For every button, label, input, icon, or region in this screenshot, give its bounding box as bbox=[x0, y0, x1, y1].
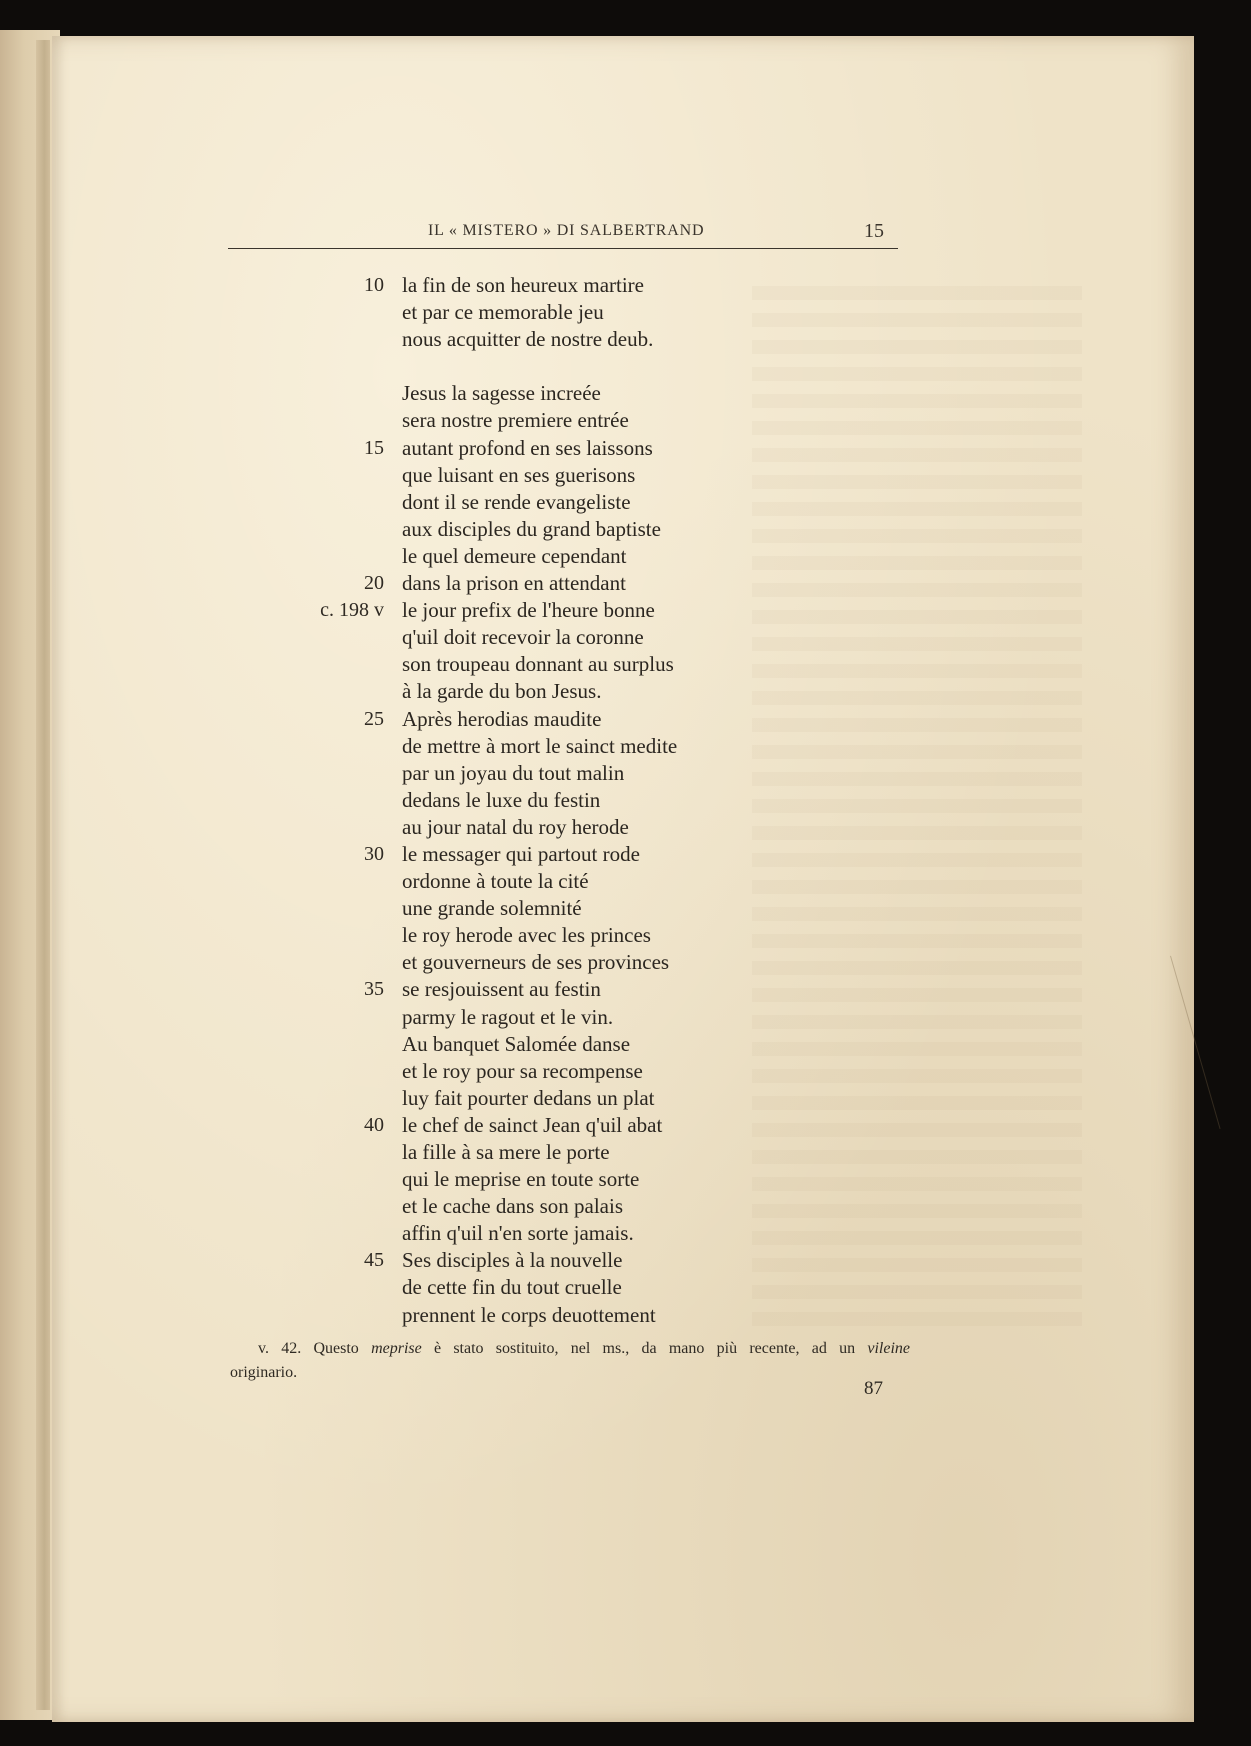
footnote-line-2: originario. bbox=[230, 1364, 298, 1381]
verse-line bbox=[300, 624, 780, 651]
line-number: 25 bbox=[364, 707, 384, 730]
verse-line bbox=[300, 678, 780, 705]
line-number: 15 bbox=[364, 436, 384, 459]
verse-text: aux disciples du grand baptiste bbox=[402, 516, 661, 541]
verse-line bbox=[300, 489, 780, 516]
verse-text: dont il se rende evangeliste bbox=[402, 489, 631, 514]
verse-line bbox=[300, 841, 780, 868]
verse-line bbox=[300, 1302, 780, 1329]
verse-text: et par ce memorable jeu bbox=[402, 300, 604, 325]
verse-text: la fille à sa mere le porte bbox=[402, 1140, 610, 1164]
verse-text: et gouverneurs de ses provinces bbox=[402, 950, 670, 975]
verse-text: Ses disciples à la nouvelle bbox=[402, 1248, 623, 1273]
verse-line bbox=[300, 1085, 780, 1112]
verse-line bbox=[300, 435, 780, 462]
verse-text: nous acquitter de nostre deub. bbox=[402, 327, 654, 352]
verse-line bbox=[300, 326, 780, 353]
verse-text: la fin de son heureux martire bbox=[402, 273, 644, 297]
verse-line bbox=[300, 516, 780, 543]
verse-text: luy fait pourter dedans un plat bbox=[402, 1085, 655, 1110]
verse-line bbox=[300, 922, 780, 949]
verse-line bbox=[300, 868, 780, 895]
stanza-gap bbox=[300, 353, 780, 380]
verse-line bbox=[300, 1139, 780, 1166]
verse-text: le jour prefix de l'heure bonne bbox=[402, 598, 655, 623]
footnote-italic-word: meprise bbox=[371, 1340, 422, 1357]
line-number: 30 bbox=[364, 842, 384, 865]
verse-line bbox=[300, 814, 780, 841]
footnote-italic-word-2: vileine bbox=[867, 1340, 911, 1357]
verse-block bbox=[300, 272, 780, 1329]
footnote-prefix: v. 42. Questo bbox=[258, 1340, 372, 1357]
verse-line bbox=[300, 1166, 780, 1193]
verse-text: une grande solemnité bbox=[402, 896, 582, 921]
verse-text: ordonne à toute la cité bbox=[402, 869, 589, 894]
line-number: 40 bbox=[364, 1113, 384, 1136]
line-number: 20 bbox=[364, 572, 384, 595]
verse-line bbox=[300, 976, 780, 1003]
verse-text: affin q'uil n'en sorte jamais. bbox=[402, 1221, 634, 1246]
show-through-texture bbox=[752, 286, 1082, 1336]
line-number: 10 bbox=[364, 274, 384, 296]
verse-text: et le cache dans son palais bbox=[402, 1194, 623, 1219]
verse-text: son troupeau donnant au surplus bbox=[402, 652, 674, 677]
verse-line bbox=[300, 706, 780, 733]
verse-line bbox=[300, 1247, 780, 1274]
verse-text: sera nostre premiere entrée bbox=[402, 408, 629, 433]
verse-line bbox=[300, 299, 780, 326]
verse-line bbox=[300, 597, 780, 624]
verse-line bbox=[300, 543, 780, 570]
verse-text: parmy le ragout et le vin. bbox=[402, 1004, 614, 1029]
verse-line bbox=[300, 1193, 780, 1220]
verse-text: se resjouissent au festin bbox=[402, 977, 601, 1002]
line-number: 35 bbox=[364, 978, 384, 1001]
signature-number: 87 bbox=[864, 1378, 883, 1399]
verse-text: Jesus la sagesse increée bbox=[402, 381, 601, 406]
verse-text: de cette fin du tout cruelle bbox=[402, 1275, 622, 1300]
verse-text: le messager qui partout rode bbox=[402, 841, 640, 866]
verse-line bbox=[300, 760, 780, 787]
verse-text: q'uil doit recevoir la coronne bbox=[402, 625, 644, 650]
verse-line bbox=[300, 407, 780, 434]
verse-line bbox=[300, 733, 780, 760]
verse-text: à la garde du bon Jesus. bbox=[402, 679, 602, 704]
verse-line bbox=[300, 570, 780, 597]
verse-text: Au banquet Salomée danse bbox=[402, 1031, 631, 1056]
line-number: 45 bbox=[364, 1249, 384, 1272]
running-head bbox=[228, 218, 898, 249]
verse-text: prennent le corps deuottement bbox=[402, 1302, 656, 1327]
verse-text: au jour natal du roy herode bbox=[402, 814, 629, 839]
verse-line bbox=[300, 1004, 780, 1031]
verse-text: le roy herode avec les princes bbox=[402, 923, 651, 948]
verse-text: par un joyau du tout malin bbox=[402, 760, 625, 785]
verse-line bbox=[300, 1112, 780, 1139]
verse-text: Après herodias maudite bbox=[402, 706, 602, 731]
verse-text: le quel demeure cependant bbox=[402, 543, 627, 568]
verse-line bbox=[300, 1220, 780, 1247]
footnote-line-1 bbox=[230, 1337, 910, 1361]
running-title: IL « MISTERO » DI SALBERTRAND bbox=[428, 222, 705, 239]
left-page-edge bbox=[0, 30, 60, 1720]
page-number: 15 bbox=[864, 220, 884, 242]
verse-line bbox=[300, 462, 780, 489]
verse-line bbox=[300, 895, 780, 922]
verse-text: autant profond en ses laissons bbox=[402, 435, 653, 460]
verse-text: que luisant en ses guerisons bbox=[402, 462, 636, 487]
footnote bbox=[230, 1337, 910, 1385]
footnote-middle: è stato sostituito, nel ms., da mano più recente, ad un bbox=[421, 1340, 868, 1357]
verse-text: qui le meprise en toute sorte bbox=[402, 1167, 640, 1192]
verse-text: le chef de sainct Jean q'uil abat bbox=[402, 1112, 663, 1137]
verse-line bbox=[300, 1274, 780, 1301]
verse-line bbox=[300, 1031, 780, 1058]
binding-shadow bbox=[36, 40, 50, 1710]
verse-text: de mettre à mort le sainct medite bbox=[402, 733, 678, 758]
line-number: c. 198 v bbox=[320, 599, 384, 622]
paper-crease bbox=[1170, 945, 1251, 1129]
verse-text: dedans le luxe du festin bbox=[402, 787, 601, 812]
verse-line bbox=[300, 380, 780, 407]
verse-line bbox=[300, 272, 780, 299]
verse-line bbox=[300, 787, 780, 814]
verse-text: et le roy pour sa recompense bbox=[402, 1058, 643, 1083]
verse-line bbox=[300, 949, 780, 976]
verse-line bbox=[300, 651, 780, 678]
verse-text: dans la prison en attendant bbox=[402, 571, 626, 596]
verse-line bbox=[300, 1058, 780, 1085]
